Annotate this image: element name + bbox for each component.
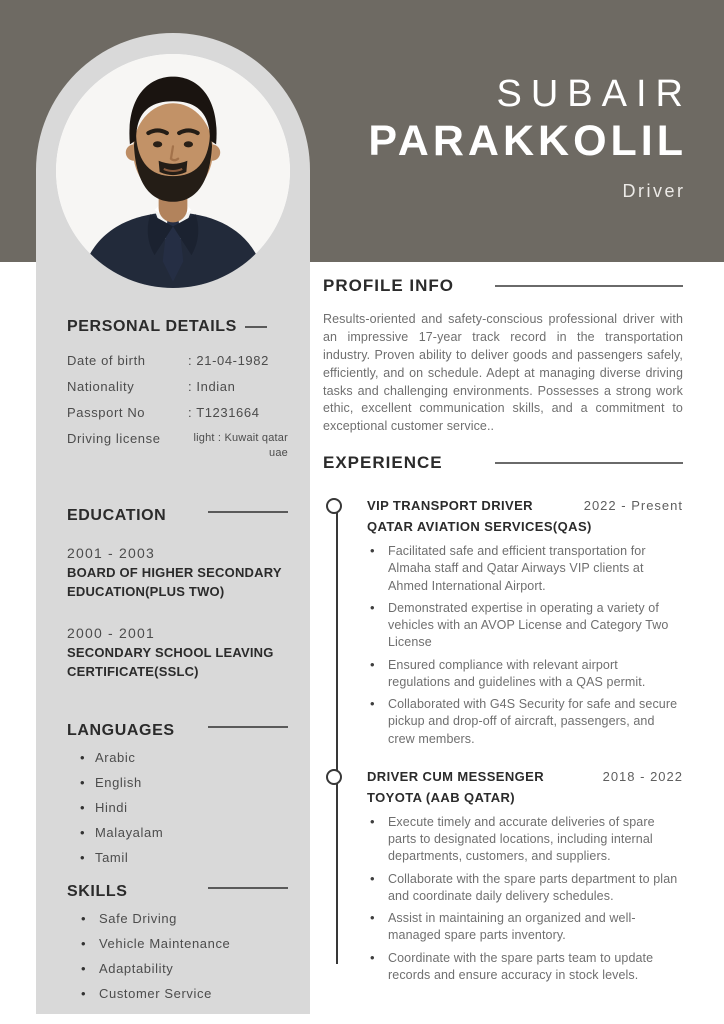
personal-details-title: PERSONAL DETAILS: [67, 318, 237, 335]
language-item: • English: [67, 775, 288, 790]
detail-label: Date of birth: [67, 353, 146, 368]
job-bullets: [367, 543, 683, 748]
profile-header: [323, 276, 683, 296]
job-entry: [367, 769, 683, 984]
header-rule: [208, 887, 288, 889]
detail-value: [188, 431, 288, 461]
experience-title: EXPERIENCE: [323, 453, 443, 473]
skill-item: • Safe Driving: [67, 911, 288, 926]
language-item: • Tamil: [67, 850, 288, 865]
job-head: [367, 498, 683, 513]
sidebar: [36, 33, 310, 1014]
timeline-dot: [326, 769, 342, 785]
section-experience: [323, 453, 683, 984]
header-rule: [208, 726, 288, 728]
first-name: SUBAIR: [496, 73, 692, 115]
skill-item: • Adaptability: [67, 961, 288, 976]
job-dates: 2022 - Present: [583, 498, 683, 514]
profile-title: PROFILE INFO: [323, 276, 454, 295]
personal-detail-row: [67, 353, 288, 368]
education-school: SECONDARY SCHOOL LEAVING CERTIFICATE(SSLC): [67, 645, 274, 680]
language-item: • Arabic: [67, 750, 288, 765]
driving-line2: uae: [269, 446, 288, 459]
job-company: QATAR AVIATION SERVICES(QAS): [367, 519, 592, 535]
language-item: • Malayalam: [67, 825, 288, 840]
languages-list: [67, 750, 288, 865]
personal-detail-row: [67, 379, 288, 394]
job-company: TOYOTA (AAB QATAR): [367, 789, 516, 805]
detail-label: Passport No: [67, 405, 146, 420]
personal-details-header: [67, 318, 288, 336]
jobs-list: [367, 498, 683, 984]
section-personal-details: [67, 318, 288, 461]
job-bullet: • Assist in maintaining an organized and well-managed spare parts inventory.: [367, 910, 683, 945]
experience-timeline: [323, 498, 683, 984]
job-bullet: • Collaborate with the spare parts department to plan and coordinate daily delivery schedules.: [367, 871, 683, 906]
driving-line1: light : Kuwait qatar: [193, 432, 288, 444]
job-entry: [367, 498, 683, 748]
section-skills: [67, 883, 288, 1001]
education-years: 2000 - 2001: [67, 625, 155, 642]
job-bullet: • Execute timely and accurate deliveries of spare parts to designated locations, including internal departments, customers, and suppliers.: [367, 814, 683, 866]
detail-value: : Indian: [188, 379, 236, 394]
job-dates: 2018 - 2022: [602, 768, 683, 784]
section-profile: [323, 276, 683, 436]
education-title: EDUCATION: [67, 506, 167, 524]
job-bullet: • Ensured compliance with relevant airport regulations and guidelines with a QAS permit.: [367, 657, 683, 692]
skills-list: [67, 911, 288, 1001]
education-school: BOARD OF HIGHER SECONDARY EDUCATION(PLUS TWO): [67, 564, 282, 599]
education-list: [67, 545, 288, 682]
detail-value: : T1231664: [188, 405, 260, 420]
header-rule: [495, 285, 683, 287]
skills-title: SKILLS: [67, 883, 128, 901]
detail-label: Driving license: [67, 431, 161, 446]
personal-detail-row: [67, 405, 288, 420]
profile-summary: Results-oriented and safety-conscious professional driver with an impressive 17-year track record in the transportation industry. Proven ability to deliver goods and passengers safely, efficiently, and on schedule. Adept at managing diverse driving tasks and challenging environments. Possesses a strong work ethic, excellent communication skills, and a commitment to exceptional customer service..: [323, 312, 683, 434]
detail-label: Nationality: [67, 379, 135, 394]
header-rule: [245, 326, 267, 328]
language-item: • Hindi: [67, 800, 288, 815]
languages-header: [67, 722, 288, 740]
timeline-rail: [336, 508, 338, 964]
header-rule: [495, 462, 683, 464]
section-education: [67, 507, 288, 682]
skill-item: • Customer Service: [67, 986, 288, 1001]
education-header: [67, 507, 288, 525]
portrait-illustration: [56, 54, 290, 288]
sidebar-content: [67, 318, 288, 1011]
job-role: VIP TRANSPORT DRIVER: [367, 498, 533, 514]
header-rule: [208, 511, 288, 513]
personal-details-rows: [67, 353, 288, 420]
education-entry: [67, 545, 288, 602]
languages-title: LANGUAGES: [67, 722, 175, 740]
job-head: [367, 769, 683, 784]
experience-header: [323, 453, 683, 473]
personal-detail-row-driving: [67, 431, 288, 461]
profile-photo: [56, 54, 290, 288]
section-languages: [67, 722, 288, 865]
education-years: 2001 - 2003: [67, 544, 155, 561]
education-entry: [67, 625, 288, 682]
skill-item: • Vehicle Maintenance: [67, 936, 288, 951]
job-role-title: Driver: [622, 181, 686, 202]
job-bullet: • Demonstrated expertise in operating a variety of vehicles with an AVOP License and Category Two License: [367, 600, 683, 652]
job-bullet: • Coordinate with the spare parts team to update records and ensure accuracy in stock levels.: [367, 950, 683, 985]
main-column: [323, 276, 683, 989]
name-block: [368, 73, 692, 202]
job-bullets: [367, 814, 683, 984]
detail-value: : 21-04-1982: [188, 353, 269, 368]
job-bullet: • Facilitated safe and efficient transportation for Almaha staff and Qatar Airways VIP clients at Ahmed International Airport.: [367, 543, 683, 595]
job-bullet: • Collaborated with G4S Security for safe and secure pickup and drop-off of aircraft, passengers, and crew members.: [367, 696, 683, 748]
skills-header: [67, 883, 288, 901]
job-role: DRIVER CUM MESSENGER: [367, 768, 545, 784]
timeline-dot: [326, 498, 342, 514]
last-name: PARAKKOLIL: [368, 116, 687, 165]
